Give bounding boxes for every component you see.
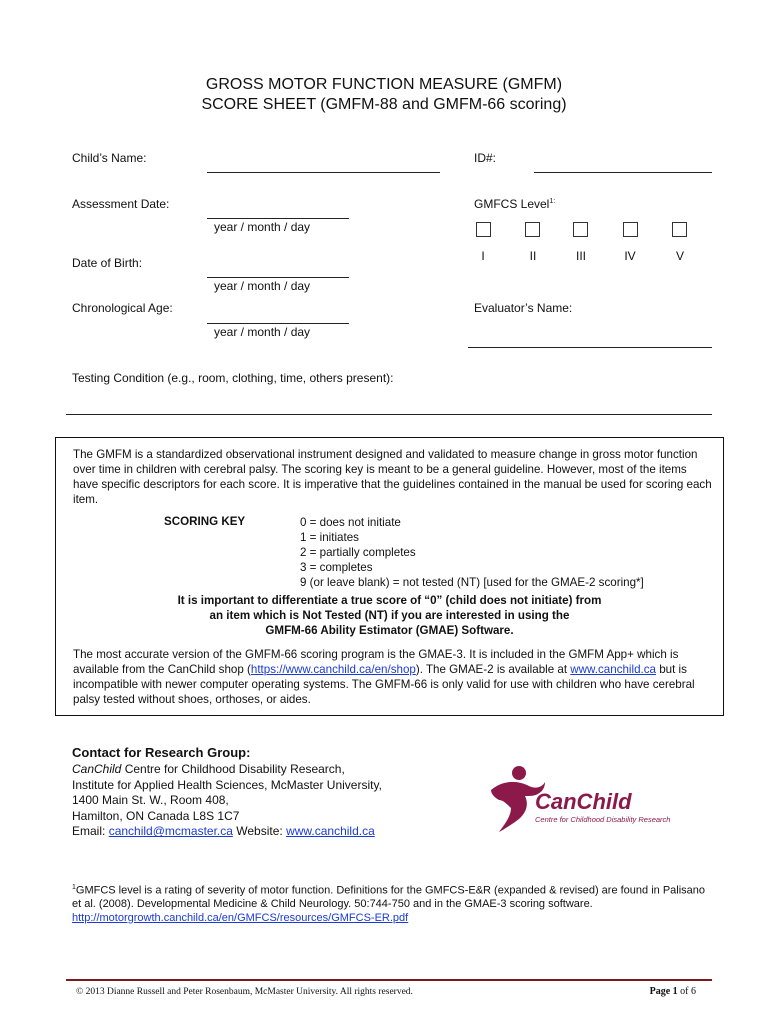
date-of-birth-format: year / month / day [214,279,311,293]
chronological-age-field[interactable] [207,323,349,324]
childs-name-field[interactable] [207,172,440,173]
chronological-age-format: year / month / day [214,325,311,339]
email-link[interactable]: canchild@mcmaster.ca [108,824,233,839]
scoring-key-item: 0 = does not initiate [300,516,401,529]
testing-condition-field[interactable] [66,414,712,415]
gmfcs-checkbox-i[interactable] [476,222,491,237]
intro-paragraph: The GMFM is a standardized observational instrument designed and validated to measure change in gross motor function over time in children with cerebral palsy. The scoring key is meant to be a general guideline. However, most of the items have specific descriptors for each score. It is imperative that the guidelines contained in the manual be used for scoring each item. [73,448,712,506]
footnote-marker: 1 [72,884,76,891]
gmfcs-checkbox-iii[interactable] [573,222,588,237]
date-of-birth-field[interactable] [207,277,349,278]
gmfcs-level-ii: II [529,249,537,263]
gmfcs-level-v: V [675,249,684,263]
chronological-age-label: Chronological Age: [72,301,173,315]
evaluators-name-label: Evaluator’s Name: [474,301,573,315]
accuracy-paragraph: The most accurate version of the GMFM-66 scoring program is the GMAE-3. It is included in the GMFM App+ which is available from the CanChild shop (https://www.canchild.ca/en/shop). The GMAE-2 is available at www.canchild.ca but is incompatible with newer computer operating systems. The GMFM-66 is only valid for use with children who have cerebral palsy tested without shoes, orthoses, or aides. [73,648,695,706]
childs-name-label: Child’s Name: [72,151,147,165]
gmfcs-checkbox-v[interactable] [672,222,687,237]
scoring-key-item: 9 (or leave blank) = not tested (NT) [used for the GMAE-2 scoring*] [300,576,644,589]
assessment-date-label: Assessment Date: [72,197,170,211]
contact-org-italic: CanChild [72,762,122,776]
canchild-figure-icon [485,764,710,834]
gmfcs-level-iv: IV [624,249,636,263]
evaluators-name-field[interactable] [468,347,712,348]
gmfcs-footnote-marker: 1: [549,198,556,205]
logo-tagline: Centre for Childhood Disability Research [535,815,671,824]
page-title: GROSS MOTOR FUNCTION MEASURE (GMFM) [205,76,563,93]
contact-title: Contact for Research Group: [72,745,251,760]
assessment-date-field[interactable] [207,218,349,219]
contact-block: CanChild Centre for Childhood Disability Research, Institute for Applied Health Sciences, McMaster University, 1400 Main St. W., Room 408, Hamilton, ON Canada L8S 1C7 Email: canchild@mcmaster.ca Website: www.canchild.ca [72,762,382,839]
page-number: Page 1 of 6 [649,986,696,997]
canchild-link[interactable]: www.canchild.ca [570,663,656,676]
website-link[interactable]: www.canchild.ca [286,824,375,839]
gmfcs-checkbox-iv[interactable] [623,222,638,237]
scoring-key-label: SCORING KEY [164,515,246,528]
canchild-logo [485,764,710,834]
scoring-key-item: 3 = completes [300,561,373,574]
date-of-birth-label: Date of Birth: [72,256,143,270]
id-field[interactable] [534,172,712,173]
gmfcs-level-label: GMFCS Level$^{1:}$ [474,197,556,211]
gmfcs-level-iii: III [575,249,586,263]
copyright-text: © 2013 Dianne Russell and Peter Rosenbaum, McMaster University. All rights reserved. [76,987,413,997]
page-subtitle: SCORE SHEET (GMFM-88 and GMFM-66 scoring) [201,96,567,113]
testing-condition-label: Testing Condition (e.g., room, clothing, time, others present): [72,371,394,385]
important-note: It is important to differentiate a true score of “0” (child does not initiate) from an item which is Not Tested (NT) if you are interested in using the GMFM-66 Ability Estimator (GMAE) Software. [177,594,602,637]
gmfm-info-box [55,437,724,716]
assessment-date-format: year / month / day [214,220,311,234]
id-label: ID#: [474,151,497,165]
logo-name: CanChild [535,789,632,814]
gmfcs-footnote: $^1$GMFCS level is a rating of severity of motor function. Definitions for the GMFCS-E&R (expanded & revised) are found in Palisano et al. (2008). Developmental Medicine & Child Neurology. 50:744-750 and in the GMAE-3 scoring software. http://motorgrowth.canchild.ca/en/GMFCS/resources/GMFCS-ER.pdf [72,884,706,924]
scoring-key-item: 2 = partially completes [300,546,416,559]
scoring-key-list [300,515,644,590]
gmfcs-level-i: I [481,249,485,263]
scoring-key-item: 1 = initiates [300,531,359,544]
shop-link[interactable]: https://www.canchild.ca/en/shop [250,663,416,676]
gmfcs-er-link[interactable]: http://motorgrowth.canchild.ca/en/GMFCS/resources/GMFCS-ER.pdf [72,911,409,924]
footer-divider [66,979,712,981]
gmfcs-checkbox-ii[interactable] [525,222,540,237]
